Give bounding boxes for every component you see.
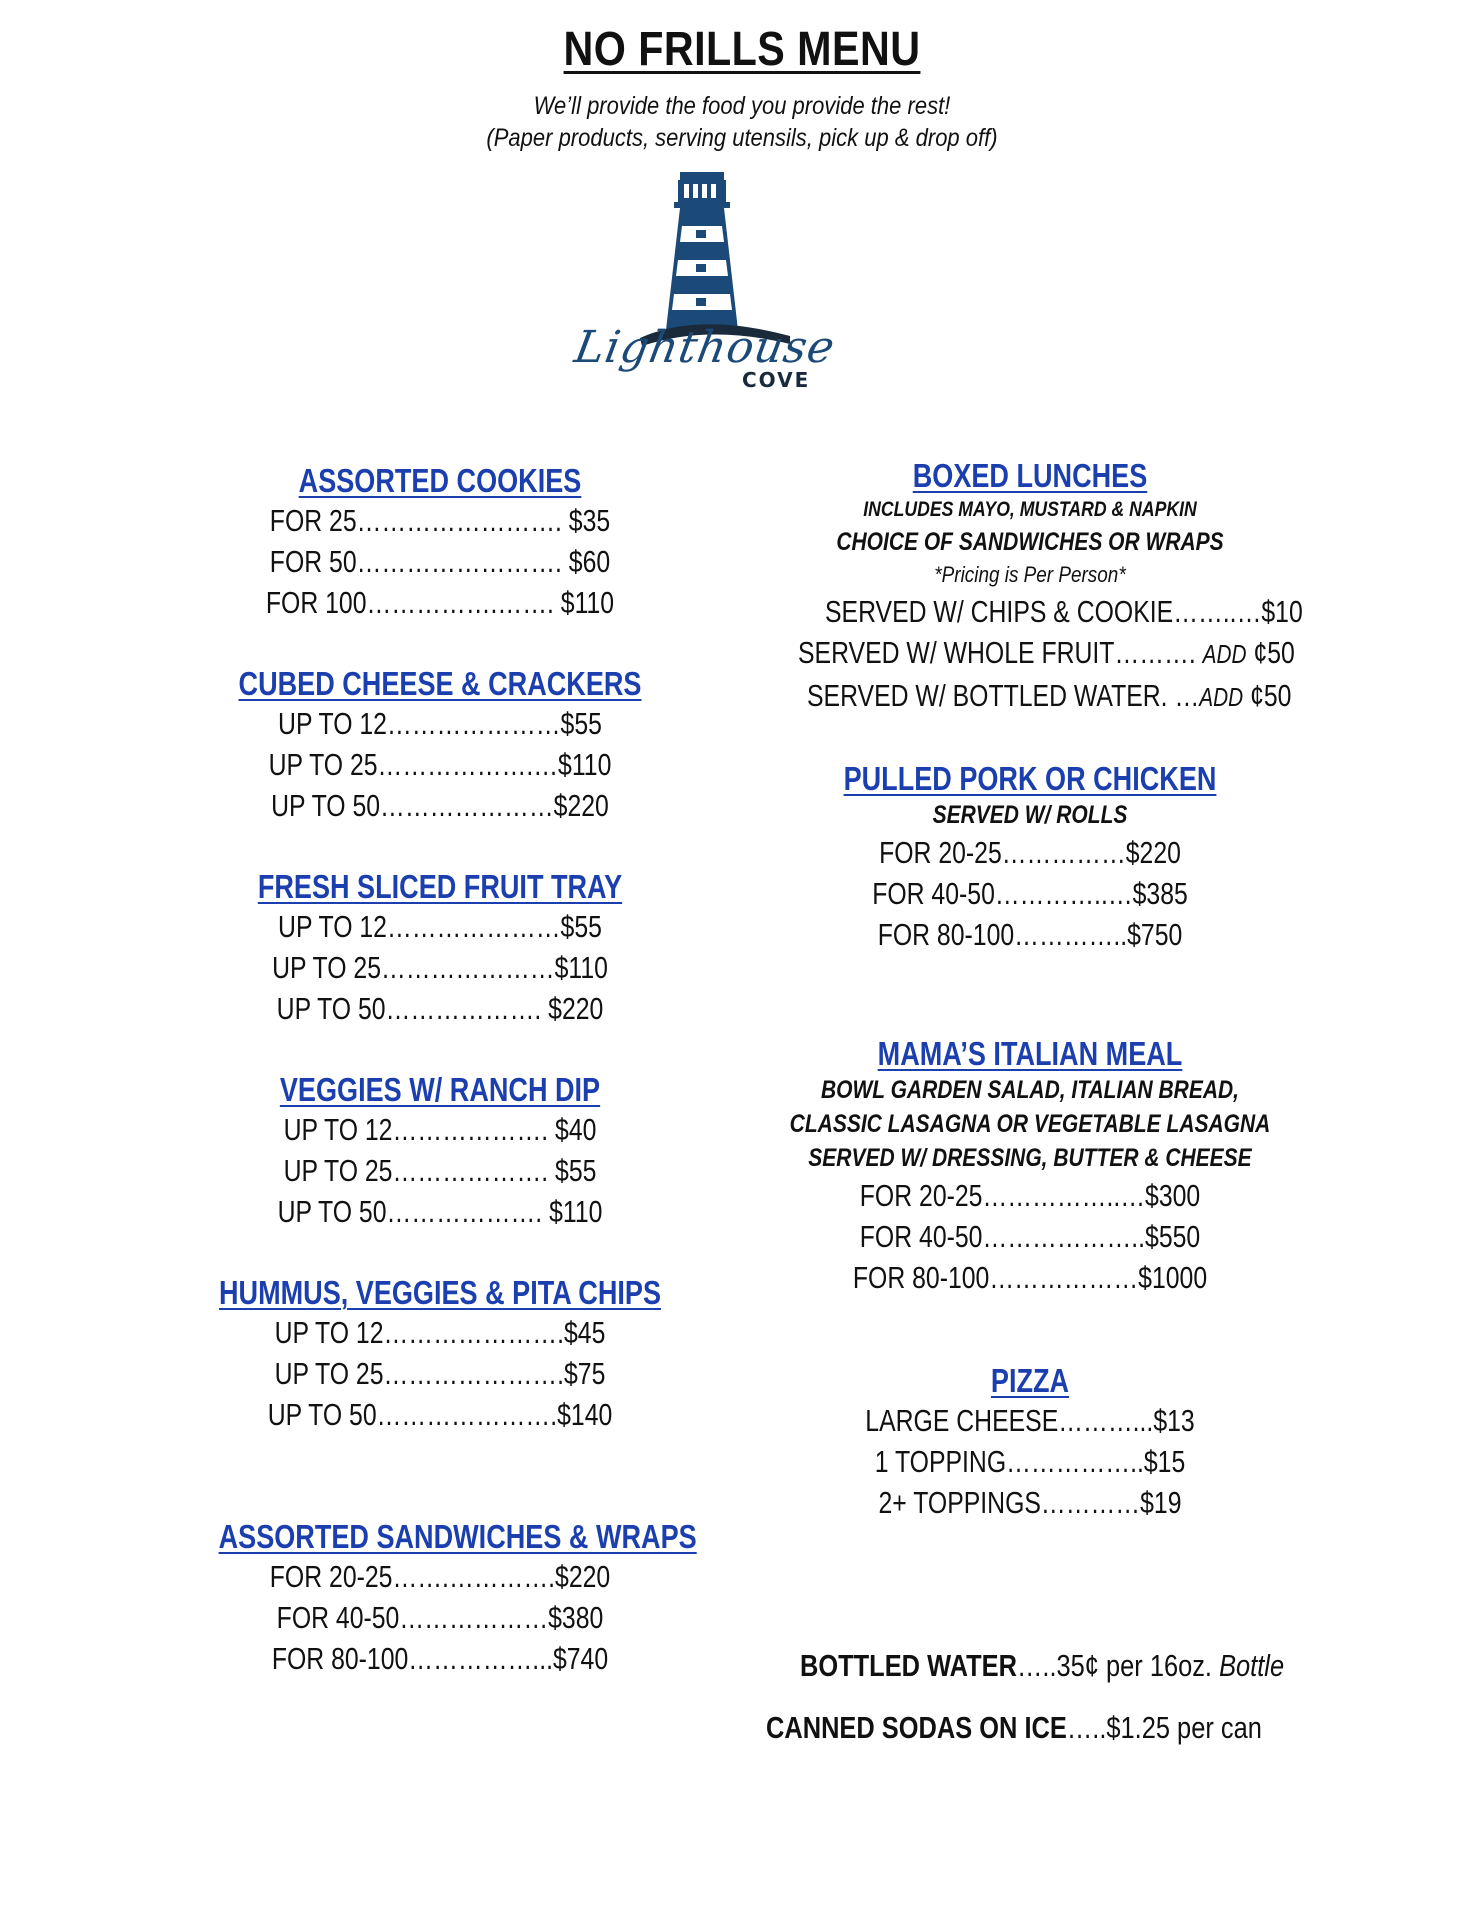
page-title: NO FRILLS MENU	[563, 23, 921, 76]
row-label: SERVED W/ WHOLE FRUIT……….	[798, 635, 1196, 670]
section-fruit-tray	[170, 868, 710, 1029]
price-row: UP TO 12………………….$45	[274, 1315, 606, 1350]
section-pulled-pork	[740, 760, 1320, 955]
price-row: UP TO 25………………. $55	[283, 1153, 597, 1188]
price-row: FOR 80-100………………$1000	[852, 1260, 1208, 1295]
price-row: FOR 20-25……………..…$300	[859, 1178, 1201, 1213]
add-label: ADD	[1202, 639, 1247, 669]
price-row: FOR 80-100…………..$750	[877, 917, 1183, 952]
section-cubed-cheese	[170, 665, 710, 826]
price-row: LARGE CHEESE………...$13	[865, 1403, 1195, 1438]
price-row: UP TO 50………………. $220	[276, 991, 604, 1026]
price-row: FOR 50……………………. $60	[269, 544, 611, 579]
price-row: UP TO 25……………….…$110	[268, 747, 612, 782]
price-row: FOR 20-25…….………….$220	[269, 1559, 611, 1594]
price-row: 1 TOPPING……………..$15	[874, 1444, 1186, 1479]
canned-sodas-line	[766, 1710, 1262, 1746]
price-row: FOR 100…………….……. $110	[265, 585, 615, 620]
logo-script-text: Lighthouse	[570, 322, 840, 373]
price-row: 2+ TOPPINGS…………$19	[878, 1485, 1182, 1520]
row-price: ¢50	[1253, 635, 1295, 670]
price-row	[798, 632, 1295, 675]
section-subtitle: CLASSIC LASAGNA OR VEGETABLE LASAGNA	[789, 1110, 1271, 1138]
price-row: FOR 80-100……………...$740	[271, 1641, 609, 1676]
price-row: UP TO 12………………. $40	[283, 1112, 597, 1147]
price-row: FOR 40-50………………$380	[276, 1600, 604, 1635]
bottled-water-price: …..35¢ per 16oz.	[1016, 1648, 1213, 1683]
section-title: PULLED PORK OR CHICKEN	[843, 760, 1217, 797]
price-row: UP TO 50…………………$220	[271, 788, 609, 823]
section-title: BOXED LUNCHES	[912, 457, 1148, 494]
tagline-secondary: (Paper products, serving utensils, pick up & drop off)	[486, 124, 998, 152]
price-row: UP TO 50………………….$140	[267, 1397, 613, 1432]
section-title: CUBED CHEESE & CRACKERS	[238, 665, 642, 702]
canned-sodas-label: CANNED SODAS ON ICE	[766, 1710, 1067, 1745]
price-row: FOR 40-50………………..$550	[859, 1219, 1201, 1254]
row-price: ¢50	[1250, 678, 1292, 713]
section-subtitle: SERVED W/ DRESSING, BUTTER & CHEESE	[808, 1144, 1252, 1172]
section-sandwiches	[170, 1518, 710, 1679]
price-row	[807, 675, 1292, 718]
section-title: VEGGIES W/ RANCH DIP	[279, 1071, 601, 1108]
price-row: UP TO 25………………….$75	[274, 1356, 606, 1391]
section-title: FRESH SLICED FRUIT TRAY	[257, 868, 623, 905]
price-row: SERVED W/ CHIPS & COOKIE……..…$10	[825, 594, 1303, 629]
lighthouse-logo	[570, 170, 840, 400]
section-boxed-lunches	[740, 457, 1320, 718]
section-title: ASSORTED COOKIES	[298, 462, 582, 499]
logo-cove-text: COVE	[742, 368, 811, 392]
bottled-water-label: BOTTLED WATER	[800, 1648, 1017, 1683]
section-veggies	[170, 1071, 710, 1232]
price-row: FOR 40-50…………..…$385	[872, 876, 1188, 911]
section-subtitle: BOWL GARDEN SALAD, ITALIAN BREAD,	[820, 1076, 1240, 1104]
section-italian-meal	[740, 1035, 1320, 1298]
section-subtitle: SERVED W/ ROLLS	[932, 801, 1128, 829]
canned-sodas-price: …..$1.25 per can	[1066, 1710, 1262, 1745]
price-row: UP TO 50………………. $110	[277, 1194, 603, 1229]
price-row: UP TO 12…………………$55	[278, 706, 602, 741]
section-subtitle: CHOICE OF SANDWICHES OR WRAPS	[836, 528, 1224, 556]
section-hummus	[170, 1274, 710, 1435]
add-label: ADD	[1199, 682, 1244, 712]
bottled-water-line	[800, 1648, 1284, 1684]
price-row: UP TO 12…………………$55	[278, 909, 602, 944]
section-title: MAMA’S ITALIAN MEAL	[877, 1035, 1183, 1072]
tagline-primary: We’ll provide the food you provide the rest!	[533, 92, 951, 120]
section-title: PIZZA	[990, 1362, 1070, 1399]
section-title: HUMMUS, VEGGIES & PITA CHIPS	[218, 1274, 662, 1311]
price-row: FOR 20-25……………$220	[879, 835, 1181, 870]
price-row: FOR 25……………………. $35	[269, 503, 611, 538]
bottled-water-unit: Bottle	[1219, 1648, 1285, 1683]
price-row: UP TO 25…………………$110	[272, 950, 608, 985]
pricing-note: *Pricing is Per Person*	[934, 562, 1126, 587]
section-pizza	[740, 1362, 1320, 1523]
section-assorted-cookies	[170, 462, 710, 623]
row-label: SERVED W/ BOTTLED WATER. …	[807, 678, 1200, 713]
section-subtitle: INCLUDES MAYO, MUSTARD & NAPKIN	[863, 498, 1197, 521]
section-title: ASSORTED SANDWICHES & WRAPS	[218, 1518, 697, 1555]
